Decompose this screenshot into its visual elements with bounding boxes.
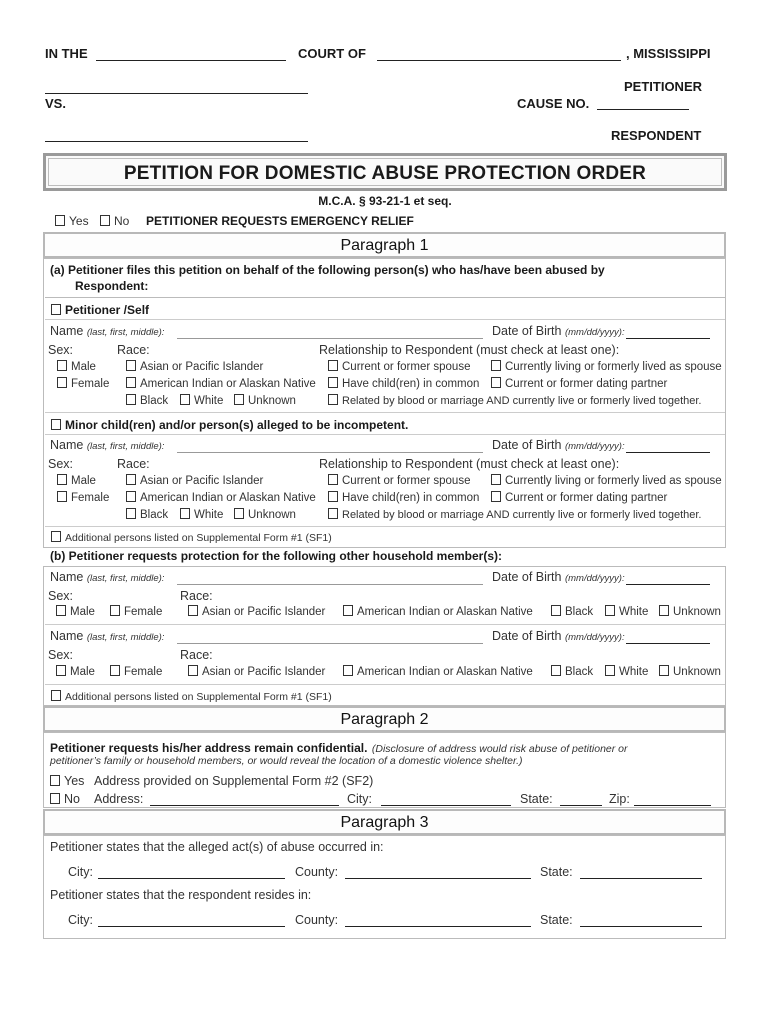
name-label: Name (last, first, middle): <box>50 324 165 338</box>
abuse-location-text: Petitioner states that the alleged act(s) of abuse occurred in: <box>50 840 384 854</box>
additional-sf1-option[interactable]: Additional persons listed on Supplemental Form #1 (SF1) <box>51 531 332 544</box>
respondent-name-field[interactable] <box>45 141 308 142</box>
checkbox-icon[interactable] <box>328 377 338 388</box>
section-a-text-cont: Respondent: <box>75 279 149 293</box>
race-american-indian-option[interactable]: American Indian or Alaskan Native <box>343 665 533 678</box>
checkbox-icon[interactable] <box>659 605 669 616</box>
race-american-indian-option[interactable]: American Indian or Alaskan Native <box>126 491 316 504</box>
sex-label: Sex: <box>48 343 74 357</box>
petitioner-label: PETITIONER <box>624 79 703 94</box>
checkbox-icon[interactable] <box>57 377 67 388</box>
respondent-label: RESPONDENT <box>611 128 702 143</box>
divider <box>45 297 725 298</box>
city-label: City: <box>68 913 93 927</box>
checkbox-icon[interactable] <box>328 360 338 371</box>
county-label: County: <box>295 865 339 879</box>
paragraph-3-heading: Paragraph 3 <box>43 809 726 835</box>
confidential-text: Petitioner requests his/her address remain confidential. (Disclosure of address would risk abuse of petitioner or <box>50 741 628 755</box>
checkbox-icon[interactable] <box>328 394 338 405</box>
sex-male-option[interactable]: Male <box>57 360 96 373</box>
cause-no-label: CAUSE NO. <box>517 96 590 111</box>
divider <box>45 526 725 527</box>
divider <box>45 684 725 685</box>
checkbox-icon[interactable] <box>328 491 338 502</box>
state-label: State: <box>540 865 573 879</box>
dob-label: Date of Birth (mm/dd/yyyy): <box>492 570 625 584</box>
rel-children-option[interactable]: Have child(ren) in common <box>328 491 479 504</box>
race-black-option[interactable]: Black <box>126 508 168 521</box>
minor-dob-field[interactable] <box>626 452 710 453</box>
sex-female-option[interactable]: Female <box>110 665 162 678</box>
checkbox-icon[interactable] <box>188 665 198 676</box>
section-b-text: (b) Petitioner requests protection for the following other household member(s): <box>50 549 503 563</box>
checkbox-icon[interactable] <box>491 377 501 388</box>
checkbox-icon[interactable] <box>51 690 61 701</box>
checkbox-icon[interactable] <box>551 665 561 676</box>
checkbox-icon[interactable] <box>180 394 190 405</box>
rel-living-option[interactable]: Currently living or formerly lived as spouse <box>491 474 722 487</box>
race-white-option[interactable]: White <box>180 508 223 521</box>
city-field[interactable] <box>381 805 511 806</box>
page-title: PETITION FOR DOMESTIC ABUSE PROTECTION ORDER <box>123 163 647 184</box>
race-white-option[interactable]: White <box>605 605 648 618</box>
dob-label: Date of Birth (mm/dd/yyyy): <box>492 438 625 452</box>
city-label: City: <box>68 865 93 879</box>
name-label: Name (last, first, middle): <box>50 570 165 584</box>
checkbox-icon[interactable] <box>110 605 120 616</box>
checkbox-icon[interactable] <box>328 474 338 485</box>
abuse-state-field[interactable] <box>580 878 702 879</box>
race-label: Race: <box>180 589 213 603</box>
checkbox-icon[interactable] <box>51 304 61 315</box>
rel-dating-option[interactable]: Current or former dating partner <box>491 491 667 504</box>
rel-blood-option[interactable]: Related by blood or marriage AND currently live or formerly lived together. <box>328 394 702 407</box>
address-field[interactable] <box>150 805 339 806</box>
checkbox-icon[interactable] <box>328 508 338 519</box>
checkbox-icon[interactable] <box>180 508 190 519</box>
race-black-option[interactable]: Black <box>551 605 593 618</box>
respondent-city-field[interactable] <box>98 926 285 927</box>
court-type-field[interactable] <box>96 60 286 61</box>
divider <box>45 434 725 435</box>
abuse-city-field[interactable] <box>98 878 285 879</box>
checkbox-icon[interactable] <box>126 377 136 388</box>
respondent-county-field[interactable] <box>345 926 531 927</box>
checkbox-icon[interactable] <box>110 665 120 676</box>
divider <box>45 624 725 625</box>
name-label: Name (last, first, middle): <box>50 438 165 452</box>
checkbox-icon[interactable] <box>491 360 501 371</box>
rel-dating-option[interactable]: Current or former dating partner <box>491 377 667 390</box>
race-unknown-option[interactable]: Unknown <box>234 508 296 521</box>
court-of-label: COURT OF <box>298 46 366 61</box>
checkbox-icon[interactable] <box>605 605 615 616</box>
confidential-no-option[interactable]: No <box>50 792 80 806</box>
sex-female-option[interactable]: Female <box>110 605 162 618</box>
checkbox-icon[interactable] <box>51 531 61 542</box>
checkbox-icon[interactable] <box>51 419 61 430</box>
county-label: County: <box>295 913 339 927</box>
race-white-option[interactable]: White <box>180 394 223 407</box>
checkbox-icon[interactable] <box>56 665 66 676</box>
respondent-state-field[interactable] <box>580 926 702 927</box>
court-county-field[interactable] <box>377 60 621 61</box>
sex-label: Sex: <box>48 648 74 662</box>
checkbox-icon[interactable] <box>188 605 198 616</box>
state-label: State: <box>540 913 573 927</box>
checkbox-icon[interactable] <box>234 508 244 519</box>
checkbox-icon[interactable] <box>343 665 353 676</box>
paragraph-2-heading: Paragraph 2 <box>43 706 726 732</box>
checkbox-icon[interactable] <box>100 215 110 226</box>
race-unknown-option[interactable]: Unknown <box>234 394 296 407</box>
rel-living-option[interactable]: Currently living or formerly lived as spouse <box>491 360 722 373</box>
race-asian-option[interactable]: Asian or Pacific Islander <box>188 605 325 618</box>
checkbox-icon[interactable] <box>605 665 615 676</box>
abuse-county-field[interactable] <box>345 878 531 879</box>
checkbox-icon[interactable] <box>55 215 65 226</box>
disclosure-text: petitioner’s family or household members, or would reveal the location of a domestic violence shelter.) <box>50 755 523 767</box>
checkbox-icon[interactable] <box>57 360 67 371</box>
race-unknown-option[interactable]: Unknown <box>659 665 721 678</box>
race-label: Race: <box>180 648 213 662</box>
checkbox-icon[interactable] <box>551 605 561 616</box>
household-1-dob-field[interactable] <box>626 584 710 585</box>
state-label: State: <box>520 792 553 806</box>
checkbox-icon[interactable] <box>126 491 136 502</box>
checkbox-icon[interactable] <box>234 394 244 405</box>
mississippi-label: , MISSISSIPPI <box>626 46 711 61</box>
dob-label: Date of Birth (mm/dd/yyyy): <box>492 629 625 643</box>
checkbox-icon[interactable] <box>56 605 66 616</box>
in-the-label: IN THE <box>45 46 88 61</box>
emergency-no[interactable]: No <box>100 214 129 228</box>
race-asian-option[interactable]: Asian or Pacific Islander <box>126 360 263 373</box>
checkbox-icon[interactable] <box>491 474 501 485</box>
statute-ref: M.C.A. § 93-21-1 et seq. <box>318 194 452 208</box>
additional-sf1-option[interactable]: Additional persons listed on Supplemental Form #1 (SF1) <box>51 690 332 703</box>
race-white-option[interactable]: White <box>605 665 648 678</box>
checkbox-icon[interactable] <box>57 491 67 502</box>
checkbox-icon[interactable] <box>126 394 136 405</box>
checkbox-icon[interactable] <box>57 474 67 485</box>
sex-female-option[interactable]: Female <box>57 491 109 504</box>
divider <box>45 319 725 320</box>
checkbox-icon[interactable] <box>659 665 669 676</box>
address-label: Address: <box>94 792 144 806</box>
sex-male-option[interactable]: Male <box>57 474 96 487</box>
rel-children-option[interactable]: Have child(ren) in common <box>328 377 479 390</box>
state-field[interactable] <box>560 805 602 806</box>
rel-spouse-option[interactable]: Current or former spouse <box>328 360 470 373</box>
race-american-indian-option[interactable]: American Indian or Alaskan Native <box>126 377 316 390</box>
checkbox-icon[interactable] <box>50 793 60 804</box>
vs-label: VS. <box>45 96 66 111</box>
minor-name-field[interactable] <box>177 452 483 453</box>
petitioner-self-option[interactable]: Petitioner /Self <box>51 303 149 317</box>
cause-no-field[interactable] <box>597 109 689 110</box>
city-label: City: <box>347 792 372 806</box>
dob-label: Date of Birth (mm/dd/yyyy): <box>492 324 625 338</box>
household-2-dob-field[interactable] <box>626 643 710 644</box>
checkbox-icon[interactable] <box>491 491 501 502</box>
self-dob-field[interactable] <box>626 338 710 339</box>
rel-blood-option[interactable]: Related by blood or marriage AND currently live or formerly lived together. <box>328 508 702 521</box>
respondent-resides-text: Petitioner states that the respondent resides in: <box>50 888 312 902</box>
confidential-yes-option[interactable]: Yes <box>50 774 84 788</box>
race-american-indian-option[interactable]: American Indian or Alaskan Native <box>343 605 533 618</box>
checkbox-icon[interactable] <box>343 605 353 616</box>
race-label: Race: <box>117 457 150 471</box>
race-label: Race: <box>117 343 150 357</box>
household-1-name-field[interactable] <box>177 584 483 585</box>
emergency-relief-label: PETITIONER REQUESTS EMERGENCY RELIEF <box>146 214 414 228</box>
sex-male-option[interactable]: Male <box>56 605 95 618</box>
race-asian-option[interactable]: Asian or Pacific Islander <box>188 665 325 678</box>
paragraph-1-heading: Paragraph 1 <box>43 232 726 258</box>
relationship-label: Relationship to Respondent (must check at least one): <box>319 343 620 357</box>
petitioner-name-field[interactable] <box>45 93 308 94</box>
relationship-label: Relationship to Respondent (must check at least one): <box>319 457 620 471</box>
section-a-text: (a) Petitioner files this petition on behalf of the following person(s) who has/have been abused by <box>50 263 605 277</box>
checkbox-icon[interactable] <box>126 360 136 371</box>
checkbox-icon[interactable] <box>126 474 136 485</box>
sex-label: Sex: <box>48 457 74 471</box>
checkbox-icon[interactable] <box>126 508 136 519</box>
minor-child-option[interactable]: Minor child(ren) and/or person(s) alleged to be incompetent. <box>51 418 408 432</box>
sex-female-option[interactable]: Female <box>57 377 109 390</box>
race-unknown-option[interactable]: Unknown <box>659 605 721 618</box>
zip-field[interactable] <box>634 805 711 806</box>
sf2-text: Address provided on Supplemental Form #2 (SF2) <box>94 774 374 788</box>
name-label: Name (last, first, middle): <box>50 629 165 643</box>
rel-spouse-option[interactable]: Current or former spouse <box>328 474 470 487</box>
checkbox-icon[interactable] <box>50 775 60 786</box>
emergency-yes[interactable]: Yes <box>55 214 89 228</box>
sex-label: Sex: <box>48 589 74 603</box>
divider <box>45 412 725 413</box>
zip-label: Zip: <box>609 792 630 806</box>
sex-male-option[interactable]: Male <box>56 665 95 678</box>
household-2-name-field[interactable] <box>177 643 483 644</box>
race-black-option[interactable]: Black <box>551 665 593 678</box>
self-name-field[interactable] <box>177 338 483 339</box>
race-black-option[interactable]: Black <box>126 394 168 407</box>
race-asian-option[interactable]: Asian or Pacific Islander <box>126 474 263 487</box>
